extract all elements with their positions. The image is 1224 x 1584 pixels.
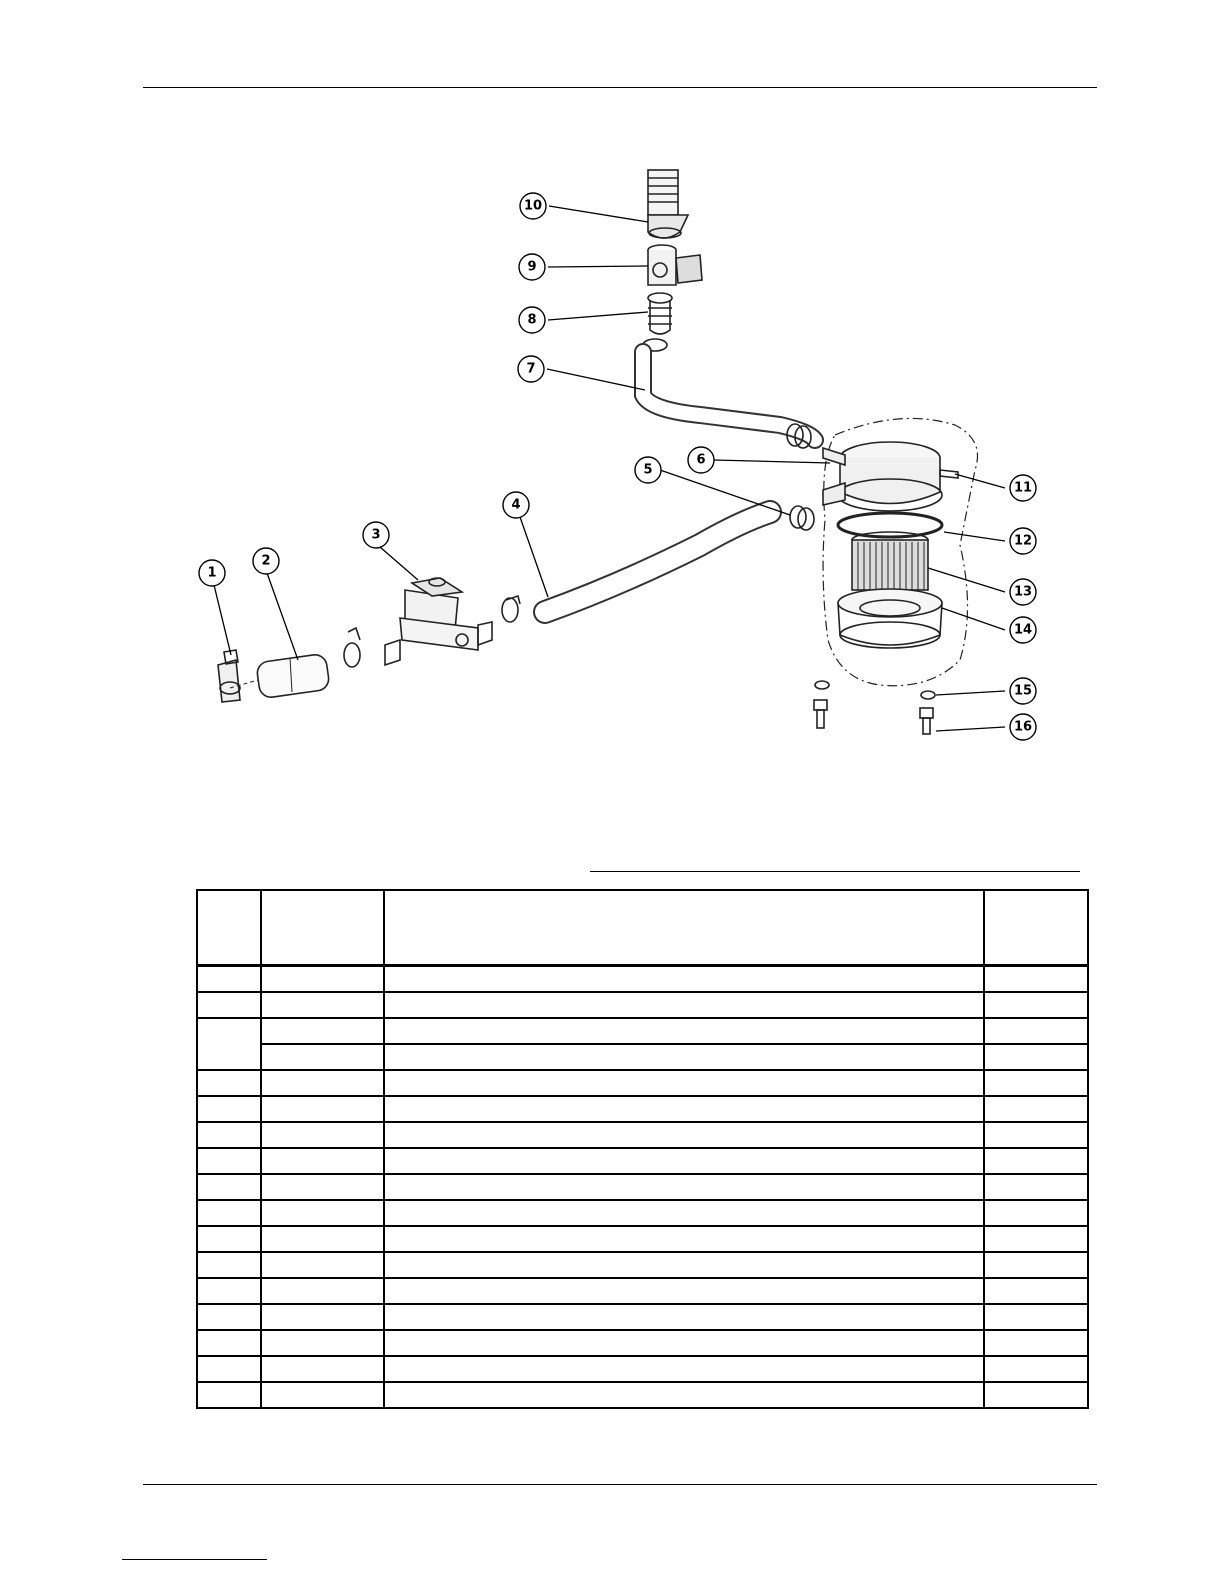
callout-10: 10 <box>523 198 543 214</box>
callout-13: 13 <box>1013 584 1033 600</box>
solenoid-valve-part <box>385 578 492 665</box>
valve-inlet-clamp-part <box>344 628 360 667</box>
filter-head-part <box>823 442 958 511</box>
header-cell-item <box>197 890 261 966</box>
elbow-fitting-part <box>648 170 688 238</box>
filter-bowl-ring-part <box>838 589 942 648</box>
callout-16: 16 <box>1013 719 1033 735</box>
header-cell-quantity <box>984 890 1088 966</box>
table-row <box>197 992 1088 1018</box>
short-hose-part <box>256 653 330 698</box>
screw-right-part <box>920 708 933 734</box>
header-cell-part-number <box>261 890 384 966</box>
footer-rule <box>143 1484 1097 1485</box>
ball-valve-part <box>648 245 702 285</box>
washer-right-part <box>921 691 935 699</box>
callout-6: 6 <box>696 452 706 468</box>
filter-cartridge-part <box>852 532 928 590</box>
valve-outlet-clamp-part <box>502 596 520 622</box>
callout-4: 4 <box>511 497 521 513</box>
lower-hose-clamp-part <box>790 506 814 530</box>
table-row <box>197 1200 1088 1226</box>
table-row <box>197 1148 1088 1174</box>
callout-14: 14 <box>1013 622 1033 638</box>
table-row <box>197 1330 1088 1356</box>
table-row <box>197 1252 1088 1278</box>
table-row <box>197 1304 1088 1330</box>
table-row <box>197 1122 1088 1148</box>
callout-12: 12 <box>1013 533 1033 549</box>
callout-2: 2 <box>261 553 271 569</box>
callout-9: 9 <box>527 259 537 275</box>
inlet-connector-part <box>218 650 240 702</box>
table-title-underline <box>590 871 1080 872</box>
header-cell-description <box>384 890 984 966</box>
callout-1: 1 <box>207 565 217 581</box>
table-row <box>197 1018 1088 1044</box>
table-row <box>197 1044 1088 1070</box>
washer-left-part <box>815 681 829 689</box>
callout-11: 11 <box>1013 480 1033 496</box>
callout-3: 3 <box>371 527 381 543</box>
callout-8: 8 <box>527 312 537 328</box>
table-row <box>197 1174 1088 1200</box>
table-row <box>197 1356 1088 1382</box>
table-row <box>197 1070 1088 1096</box>
callout-7: 7 <box>526 361 536 377</box>
table-header-row <box>197 890 1088 966</box>
table-row <box>197 1382 1088 1408</box>
table-row <box>197 1226 1088 1252</box>
o-ring-part <box>838 513 942 537</box>
screw-left-part <box>814 700 827 728</box>
footer-link-underline[interactable] <box>122 1559 267 1560</box>
callout-15: 15 <box>1013 683 1033 699</box>
barbed-connector-part <box>643 293 672 351</box>
table-row <box>197 1096 1088 1122</box>
parts-list-table <box>196 889 1089 1409</box>
callout-5: 5 <box>643 462 653 478</box>
table-row <box>197 966 1088 993</box>
table-row <box>197 1278 1088 1304</box>
